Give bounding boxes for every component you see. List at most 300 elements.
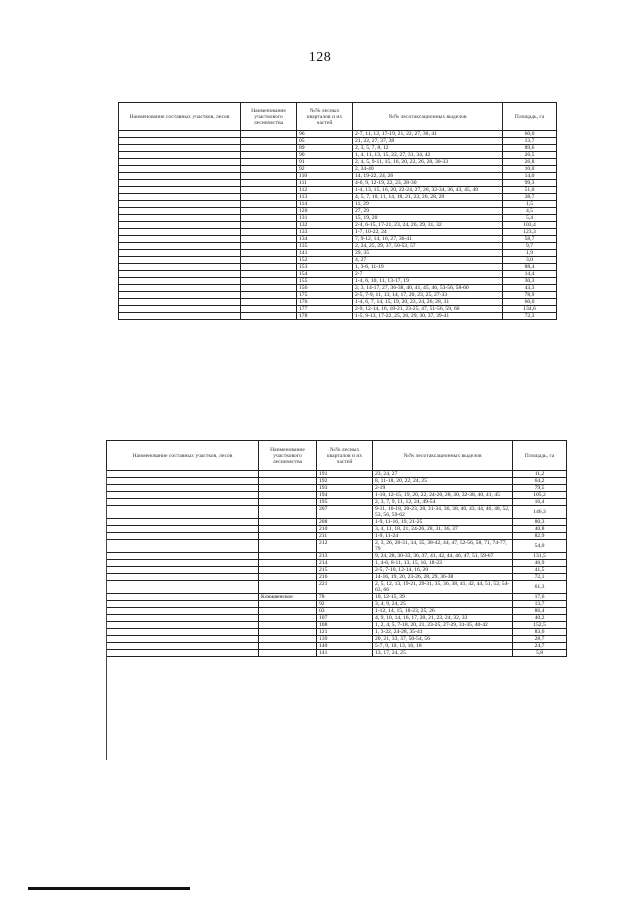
district-cell: [259, 574, 317, 581]
table-row: [107, 519, 567, 526]
allotments-cell: 2-19: [373, 485, 513, 492]
allotments-cell: 7, 9-12, 14, 16, 27, 36-41: [353, 236, 503, 243]
table-row: [119, 138, 557, 145]
section-cell: [119, 173, 241, 180]
table-row: [119, 278, 557, 285]
district-cell: [259, 650, 317, 657]
district-cell: Клюквенское: [259, 594, 317, 601]
area-cell: 43,3: [503, 285, 557, 292]
quarter-cell: 90: [297, 152, 353, 159]
section-cell: [107, 574, 259, 581]
quarter-cell: 156: [297, 285, 353, 292]
quarter-cell: 215: [317, 567, 373, 574]
allotments-cell: 1-12, 14, 15, 18-23, 25, 26: [373, 608, 513, 615]
allotments-cell: 1-4, 6, 10, 11, 13-17, 19: [353, 278, 503, 285]
table-row: [107, 526, 567, 533]
quarter-cell: 212: [317, 540, 373, 553]
quarter-cell: 175: [297, 292, 353, 299]
section-cell: [119, 299, 241, 306]
district-cell: [241, 285, 297, 292]
quarter-cell: 208: [317, 519, 373, 526]
allotments-cell: 15, 19, 20: [353, 215, 503, 222]
section-cell: [119, 292, 241, 299]
section-cell: [119, 236, 241, 243]
quarter-cell: 107: [317, 615, 373, 622]
district-cell: [259, 478, 317, 485]
district-cell: [241, 278, 297, 285]
section-cell: [119, 152, 241, 159]
section-cell: [107, 643, 259, 650]
district-cell: [259, 492, 317, 499]
quarter-cell: 92: [297, 166, 353, 173]
section-cell: [107, 553, 259, 560]
district-cell: [259, 608, 317, 615]
area-cell: 38,7: [503, 194, 557, 201]
table-row: [119, 166, 557, 173]
table-row: [119, 229, 557, 236]
quarter-cell: 133: [297, 229, 353, 236]
section-cell: [119, 201, 241, 208]
section-cell: [119, 180, 241, 187]
area-cell: 89,6: [503, 145, 557, 152]
table-row: [107, 636, 567, 643]
district-cell: [241, 299, 297, 306]
area-cell: 40,2: [513, 615, 567, 622]
table-row: [107, 581, 567, 594]
allotments-cell: 2, 24, 25, 29, 37, 50-53, 57: [353, 243, 503, 250]
section-cell: [107, 622, 259, 629]
area-cell: 123,3: [503, 229, 557, 236]
area-cell: 4,5: [503, 208, 557, 215]
table-row: [107, 643, 567, 650]
table-row: [119, 187, 557, 194]
table-row: [119, 173, 557, 180]
allotments-cell: 2, 3, 14-17, 27, 36-38, 40, 41, 45, 46, 53-56, 58-60: [353, 285, 503, 292]
table-row: [107, 622, 567, 629]
section-cell: [107, 526, 259, 533]
district-cell: [259, 526, 317, 533]
area-cell: 88,4: [503, 264, 557, 271]
header-allotments: №№ лесотаксационных выделов: [373, 441, 513, 471]
table-row: [107, 608, 567, 615]
district-cell: [241, 166, 297, 173]
district-cell: [259, 622, 317, 629]
allotments-cell: 1, 4, 11, 13, 15, 22, 27, 31, 34, 42: [353, 152, 503, 159]
quarter-cell: 121: [317, 629, 373, 636]
allotments-cell: 1, 4-6, 8-11, 13, 15, 16, 18-23: [373, 560, 513, 567]
quarter-cell: 96: [297, 131, 353, 138]
table-row: [119, 145, 557, 152]
table-row: [107, 574, 567, 581]
allotments-cell: 5-7, 9, 10, 13, 16, 18: [373, 643, 513, 650]
district-cell: [259, 601, 317, 608]
district-cell: [241, 201, 297, 208]
district-cell: [241, 313, 297, 320]
allotments-cell: 1, 2, 4, 5, 7-18, 20, 21, 23-25, 27-29, 31-35, 40-42: [373, 622, 513, 629]
allotments-cell: 4, 27: [353, 257, 503, 264]
table-row: [107, 594, 567, 601]
district-cell: [241, 243, 297, 250]
quarter-cell: 195: [317, 499, 373, 506]
table-row: [119, 208, 557, 215]
area-cell: 9,7: [503, 243, 557, 250]
area-cell: 80,3: [513, 519, 567, 526]
area-cell: 30,3: [503, 278, 557, 285]
table-row: [107, 615, 567, 622]
table-row: [107, 485, 567, 492]
district-cell: [241, 145, 297, 152]
area-cell: 58,7: [503, 236, 557, 243]
allotments-cell: 2, 4, 5, 9-11, 15, 16, 20, 22, 26, 28, 30-33: [353, 159, 503, 166]
area-cell: 82,9: [513, 533, 567, 540]
table-row: [119, 131, 557, 138]
district-cell: [259, 533, 317, 540]
table-row: [119, 250, 557, 257]
district-cell: [259, 615, 317, 622]
allotments-cell: 1-10, 12-15, 19, 20, 22, 24-26, 28, 30, 32-38, 40, 41, 45: [373, 492, 513, 499]
margin-rule: [106, 470, 107, 760]
allotments-cell: 2, 3, 5, 7, 8, 12: [353, 145, 503, 152]
area-cell: 14,4: [503, 271, 557, 278]
table-row: [119, 194, 557, 201]
allotments-cell: 1-7, 10-22, 24: [353, 229, 503, 236]
area-cell: 24,7: [513, 643, 567, 650]
section-cell: [119, 229, 241, 236]
section-cell: [119, 250, 241, 257]
section-cell: [119, 306, 241, 313]
district-cell: [241, 159, 297, 166]
quarter-cell: 03: [317, 608, 373, 615]
allotments-cell: 29, 35: [353, 250, 503, 257]
quarter-cell: 211: [317, 533, 373, 540]
area-cell: 79,5: [513, 485, 567, 492]
district-cell: [241, 236, 297, 243]
allotments-cell: 3, 4, 11, 18, 21, 24-26, 28, 31, 36, 37: [373, 526, 513, 533]
allotments-cell: 27, 29: [353, 208, 503, 215]
table-1-body: [119, 131, 557, 320]
area-cell: 131,5: [513, 553, 567, 560]
quarter-cell: 114: [297, 201, 353, 208]
quarter-cell: 152: [297, 257, 353, 264]
area-cell: 26,5: [503, 152, 557, 159]
district-cell: [241, 173, 297, 180]
section-cell: [107, 492, 259, 499]
area-cell: 13,7: [503, 138, 557, 145]
area-cell: 28,7: [513, 636, 567, 643]
district-cell: [241, 138, 297, 145]
quarter-cell: 89: [297, 145, 353, 152]
allotments-cell: 2, 3, 7, 9, 11, 12, 24, 49-54: [373, 499, 513, 506]
allotments-cell: 23, 24, 27: [373, 471, 513, 478]
quarter-cell: 153: [297, 264, 353, 271]
section-cell: [107, 608, 259, 615]
district-cell: [241, 152, 297, 159]
area-cell: 1,5: [503, 201, 557, 208]
footer-rule: [28, 887, 190, 890]
section-cell: [119, 313, 241, 320]
quarter-cell: 132: [297, 222, 353, 229]
allotments-cell: 4, 9, 10, 14, 16, 17, 20, 21, 23, 24, 32, 33: [373, 615, 513, 622]
area-cell: 60,0: [503, 131, 557, 138]
forest-plots-table-2: [106, 440, 567, 657]
allotments-cell: 11, 29: [353, 201, 503, 208]
area-cell: 103,4: [503, 222, 557, 229]
district-cell: [259, 636, 317, 643]
allotments-cell: 1-9, 11-16, 19, 21-25: [373, 519, 513, 526]
district-cell: [259, 499, 317, 506]
allotments-cell: 14-16, 19, 20, 23-26, 28, 29, 36-38: [373, 574, 513, 581]
section-cell: [107, 560, 259, 567]
area-cell: 146,3: [513, 506, 567, 519]
table-row: [119, 222, 557, 229]
area-cell: 40,8: [513, 526, 567, 533]
section-cell: [119, 222, 241, 229]
quarter-cell: 120: [297, 208, 353, 215]
quarter-cell: 113: [297, 194, 353, 201]
section-cell: [119, 131, 241, 138]
table-row: [107, 478, 567, 485]
quarter-cell: 140: [317, 643, 373, 650]
quarter-cell: 213: [317, 553, 373, 560]
allotments-cell: 1-4, 13, 15, 16, 20, 22-24, 27, 28, 32-34, 36, 43, 45, 49: [353, 187, 503, 194]
area-cell: 26,8: [503, 159, 557, 166]
table-row: [119, 236, 557, 243]
district-cell: [241, 180, 297, 187]
table-row: [107, 567, 567, 574]
forest-plots-table-1: [118, 102, 557, 320]
section-cell: [119, 159, 241, 166]
table-2-body: [107, 471, 567, 657]
table-row: [107, 629, 567, 636]
quarter-cell: 92: [317, 601, 373, 608]
area-cell: 13,7: [513, 601, 567, 608]
district-cell: [259, 581, 317, 594]
allotments-cell: 4-6, 9, 12-19, 22, 23, 28-30: [353, 180, 503, 187]
table-row: [107, 553, 567, 560]
quarter-cell: 111: [297, 180, 353, 187]
allotments-cell: 2-7, 11, 12, 17-19, 21, 22, 27, 30, 41: [353, 131, 503, 138]
allotments-cell: 2-5, 7-10, 12-14, 16, 20: [373, 567, 513, 574]
quarter-cell: 141: [317, 650, 373, 657]
quarter-cell: 178: [297, 313, 353, 320]
allotments-cell: 9-11, 16-18, 20-23, 28, 31-34, 36, 38, 40, 43, 44, 46, 48, 52, 53, 56, 59-62: [373, 506, 513, 519]
area-cell: 17,6: [513, 594, 567, 601]
quarter-cell: 176: [297, 299, 353, 306]
area-cell: 105,2: [513, 492, 567, 499]
section-cell: [119, 278, 241, 285]
header-area: Площадь, га: [513, 441, 567, 471]
section-cell: [119, 187, 241, 194]
district-cell: [259, 560, 317, 567]
district-cell: [241, 187, 297, 194]
table-row: [119, 299, 557, 306]
table-row: [107, 506, 567, 519]
district-cell: [241, 264, 297, 271]
page-number: 128: [308, 50, 332, 65]
header-quarters: №№ лесных кварталов и их частей: [297, 103, 353, 131]
allotments-cell: 20, 21, 33, 37, 50-54, 56: [373, 636, 513, 643]
area-cell: 46,9: [513, 560, 567, 567]
header-district: Наименование участкового лесничества: [259, 441, 317, 471]
area-cell: 51,0: [503, 187, 557, 194]
section-cell: [107, 506, 259, 519]
district-cell: [259, 567, 317, 574]
area-cell: 5,4: [503, 215, 557, 222]
quarter-cell: 112: [297, 187, 353, 194]
section-cell: [107, 636, 259, 643]
allotments-cell: 2-4, 6-15, 17-21, 23, 24, 26, 29, 31, 32: [353, 222, 503, 229]
area-cell: 14,0: [503, 173, 557, 180]
table-row: [107, 471, 567, 478]
area-cell: 72,1: [513, 574, 567, 581]
district-cell: [241, 229, 297, 236]
table-row: [119, 152, 557, 159]
section-cell: [119, 145, 241, 152]
area-cell: 16,4: [513, 499, 567, 506]
allotments-cell: 2, 5, 12, 13, 19-21, 29-31, 35, 36, 38, 41, 42, 44, 51, 52, 54-63, 66: [373, 581, 513, 594]
area-cell: 10,0: [503, 166, 557, 173]
allotments-cell: 1-5, 9-13, 17-22, 25, 26, 29, 30, 37, 39-41: [353, 313, 503, 320]
quarter-cell: 193: [317, 485, 373, 492]
section-cell: [107, 471, 259, 478]
district-cell: [241, 215, 297, 222]
area-cell: 5,8: [513, 650, 567, 657]
district-cell: [241, 222, 297, 229]
section-cell: [119, 257, 241, 264]
allotments-cell: 2-5, 7-9, 11, 13, 14, 17, 20, 23, 25, 27-33: [353, 292, 503, 299]
quarter-cell: 191: [317, 471, 373, 478]
district-cell: [241, 131, 297, 138]
district-cell: [241, 257, 297, 264]
quarter-cell: 216: [317, 574, 373, 581]
table-row: [119, 292, 557, 299]
quarter-cell: 154: [297, 271, 353, 278]
allotments-cell: 2-7: [353, 271, 503, 278]
district-cell: [241, 306, 297, 313]
allotments-cell: 2, 3, 26, 28-31, 34, 35, 38-42, 44, 47, 52-56, 58, 71, 74-77, 79: [373, 540, 513, 553]
quarter-cell: 05: [297, 138, 353, 145]
section-cell: [107, 567, 259, 574]
quarter-cell: 214: [317, 560, 373, 567]
allotments-cell: 21, 22, 27, 37, 38: [353, 138, 503, 145]
table-row: [119, 257, 557, 264]
section-cell: [119, 215, 241, 222]
quarter-cell: 141: [297, 250, 353, 257]
area-cell: 72,3: [503, 313, 557, 320]
allotments-cell: 10, 12-15, 39: [373, 594, 513, 601]
allotments-cell: 13, 17, 24, 25: [373, 650, 513, 657]
section-cell: [107, 533, 259, 540]
quarter-cell: 131: [297, 215, 353, 222]
area-cell: 3,0: [503, 257, 557, 264]
table-row: [119, 285, 557, 292]
area-cell: 86,4: [513, 608, 567, 615]
area-cell: 41,5: [513, 567, 567, 574]
allotments-cell: 14, 19-22, 24, 26: [353, 173, 503, 180]
area-cell: 152,5: [513, 622, 567, 629]
header-district: Наименование участкового лесничества: [241, 103, 297, 131]
quarter-cell: 78: [317, 594, 373, 601]
table-row: [119, 215, 557, 222]
table-row: [107, 560, 567, 567]
table-row: [107, 601, 567, 608]
district-cell: [259, 629, 317, 636]
district-cell: [241, 271, 297, 278]
district-cell: [241, 250, 297, 257]
table-row: [119, 313, 557, 320]
table-row: [119, 271, 557, 278]
section-cell: [107, 519, 259, 526]
area-cell: 134,6: [503, 306, 557, 313]
allotments-cell: 1, 3-6, 11-19: [353, 264, 503, 271]
section-cell: [107, 615, 259, 622]
allotments-cell: 2, 34-40: [353, 166, 503, 173]
table-row: [107, 650, 567, 657]
section-cell: [107, 601, 259, 608]
district-cell: [259, 643, 317, 650]
quarter-cell: 155: [297, 278, 353, 285]
quarter-cell: 221: [317, 581, 373, 594]
quarter-cell: 139: [317, 636, 373, 643]
quarter-cell: 192: [317, 478, 373, 485]
allotments-cell: 1-9, 11-24: [373, 533, 513, 540]
district-cell: [259, 506, 317, 519]
quarter-cell: 177: [297, 306, 353, 313]
section-cell: [119, 271, 241, 278]
section-cell: [107, 485, 259, 492]
district-cell: [259, 519, 317, 526]
quarter-cell: 135: [297, 243, 353, 250]
allotments-cell: 3, 4, 9, 24, 25: [373, 601, 513, 608]
header-sections: Наименование составных участков, лесов: [119, 103, 241, 131]
table-row: [107, 499, 567, 506]
header-sections: Наименование составных участков, лесов: [107, 441, 259, 471]
section-cell: [107, 650, 259, 657]
district-cell: [241, 194, 297, 201]
table-row: [119, 264, 557, 271]
area-cell: 83,6: [513, 629, 567, 636]
area-cell: 99,3: [503, 180, 557, 187]
table-row: [119, 180, 557, 187]
table-row: [119, 159, 557, 166]
section-cell: [107, 540, 259, 553]
section-cell: [107, 594, 259, 601]
section-cell: [119, 166, 241, 173]
area-cell: 54,0: [513, 540, 567, 553]
header-allotments: №№ лесотаксационных выделов: [353, 103, 503, 131]
district-cell: [259, 553, 317, 560]
table-row: [107, 492, 567, 499]
quarter-cell: 134: [297, 236, 353, 243]
quarter-cell: 210: [317, 526, 373, 533]
allotments-cell: 4, 5, 7, 10, 11, 14, 18, 21, 23, 26, 28, 29: [353, 194, 503, 201]
table-row: [119, 201, 557, 208]
district-cell: [259, 471, 317, 478]
area-cell: 11,2: [513, 471, 567, 478]
district-cell: [241, 208, 297, 215]
district-cell: [259, 485, 317, 492]
allotments-cell: 2-9, 12-14, 16, 18-21, 23-25, 47, 51-56, 59, 60: [353, 306, 503, 313]
quarter-cell: 91: [297, 159, 353, 166]
section-cell: [119, 264, 241, 271]
area-cell: 64,2: [513, 478, 567, 485]
area-cell: 61,3: [513, 581, 567, 594]
allotments-cell: 8, 11-18, 20, 22, 24, 25: [373, 478, 513, 485]
quarter-cell: 110: [297, 173, 353, 180]
area-cell: 1,9: [503, 250, 557, 257]
area-cell: 60,0: [503, 299, 557, 306]
allotments-cell: 9, 24, 28, 30-33, 36, 37, 41, 42, 44, 46, 47, 51, 59-67: [373, 553, 513, 560]
